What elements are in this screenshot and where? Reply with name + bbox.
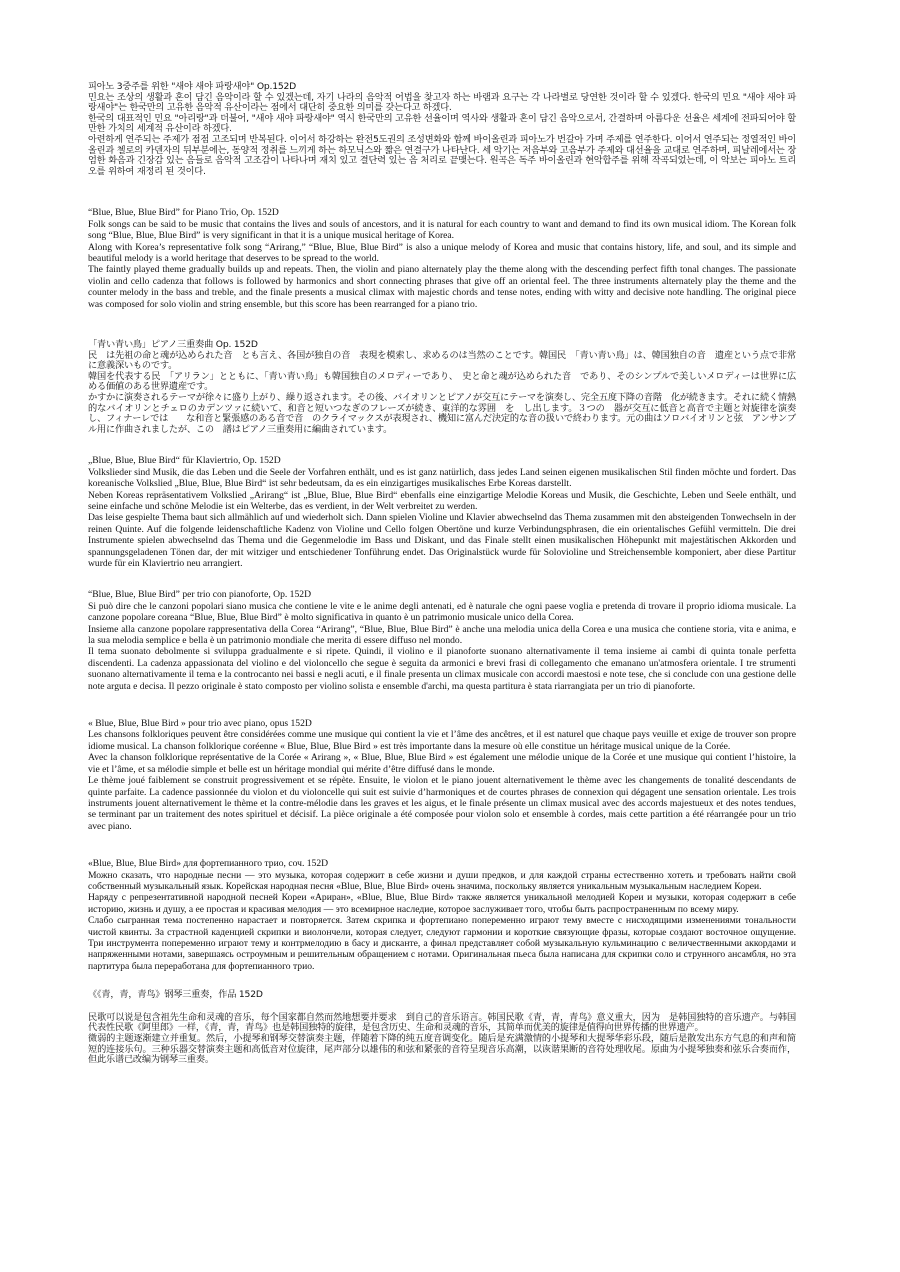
french-title: « Blue, Blue, Blue Bird » pour trio avec piano, opus 152D bbox=[88, 718, 312, 730]
german-paragraph-3: Das leise gespielte Thema baut sich allmählich auf und wiederholt sich. Dann spielen Violine und Klavier abwechselnd das Thema zusammen mit den absteigenden Tonwechseln in der reinen Quinte. Auf die folgende leidenschaftliche Kadenz von Violine und Cello folgen Obertöne und kurze Verbindungsphrasen, die ein orientalisches Gefühl vermitteln. Die drei Instrumente spielen abwechselnd das Thema und die Gegenmelodie im Bass und Diskant, und das Finale stellt einen musikalischen Höhepunkt mit majestätischen Akkorden und spannungsgeladenen Tönen dar, der mit witziger und entschiedener Tonführung endet. Das Originalstück wurde für Solovioline und Streichensemble komponiert, aber diese Partitur wurde für ein Klaviertrio neu arrangiert. bbox=[88, 512, 796, 569]
italian-title: “Blue, Blue, Blue Bird” per trio con pianoforte, Op. 152D bbox=[88, 589, 312, 601]
english-program-note bbox=[88, 207, 796, 310]
german-paragraph-2: Neben Koreas repräsentativem Volkslied „Arirang“ ist „Blue, Blue, Blue Bird“ ebenfalls eine einzigartige Melodie Koreas und Musik, die Geschichte, Leben und Seele enthält, und seine einfache und schöne Melodie ist ein Welterbe, das es verdient, in der Welt verbreitet zu werden. bbox=[88, 489, 796, 512]
korean-program-note bbox=[88, 82, 796, 177]
german-program-note bbox=[88, 455, 796, 569]
chinese-paragraph-1: 民歌可以说是包含祖先生命和灵魂的音乐，每个国家都自然而然地想要并要求 到自己的音乐语言。韩国民歌《青，青，青鸟》意义重大，因为 是韩国独特的音乐遗产。与韩国代表性民歌《阿里郎》一样，《青，青，青鸟》也是韩国独特的旋律，是包含历史、生命和灵魂的音乐，其简单而优美的旋律是值得向世界传播的世界遗产。 bbox=[88, 1011, 796, 1034]
japanese-title: 「青い青い鳥」ピアノ三重奏曲 Op. 152D bbox=[88, 339, 258, 350]
japanese-paragraph-3: かすかに演奏されるテーマが徐々に盛り上がり、繰り返されます。その後、バイオリンとピアノが交互にテーマを演奏し、完全五度下降の音階 化が続きます。それに続く情熱的なバイオリンとチェロのカデンツァに続いて、和音と短いつなぎのフレーズが続き、東洋的な雰囲 を し出します。３つの 器が交互に低音と高音で主題と対旋律を演奏し、フィナーレでは な和音と緊張感のある音で音 のクライマックスが表現され、機知に富んだ決定的な音の扱いで終わります。元の曲はソロバイオリンと弦 アンサンブル用に作曲されましたが、この 譜はピアノ三重奏用に編曲されています。 bbox=[88, 391, 796, 435]
french-paragraph-1: Les chansons folkloriques peuvent être considérées comme une musique qui contient la vie et l’âme des ancêtres, et il est naturel que chaque pays veuille et exige de trouver son propre idiome musical. La chanson folklorique coréenne « Blue, Blue, Blue Bird » est très importante dans la mesure où elle constitue un héritage musical unique de la Corée. bbox=[88, 729, 796, 752]
english-title: “Blue, Blue, Blue Bird” for Piano Trio, Op. 152D bbox=[88, 207, 279, 219]
chinese-program-note bbox=[88, 990, 796, 1066]
english-paragraph-3: The faintly played theme gradually builds up and repeats. Then, the violin and piano alternately play the theme along with the descending perfect fifth tonal changes. The passionate violin and cello cadenza that follows is followed by harmonics and short connecting phrases that give off an oriental feel. The three instruments alternately play the theme and the counter melody in the bass and treble, and the finale presents a musical climax with majestic chords and tense notes, ending with witty and decisive note handling. The original piece was composed for solo violin and string ensemble, but this score has been rearranged for a piano trio. bbox=[88, 264, 796, 310]
russian-program-note bbox=[88, 858, 796, 972]
italian-paragraph-2: Insieme alla canzone popolare rappresentativa della Corea “Arirang”, “Blue, Blue, Blue Bird” è anche una melodia unica della Corea e una musica che contiene storia, vita e anima, e la sua melodia semplice e bella è un patrimonio mondiale che merita di essere diffuso nel mondo. bbox=[88, 623, 796, 647]
korean-paragraph-2: 한국의 대표적인 민요 "아리랑"과 더불어, "새야 새야 파랑새야" 역시 한국만의 고유한 선율이며 역사와 생활과 혼이 담긴 음악으로서, 간결하며 아름다운 선율은 세계에 전파되어야 할 만한 가치의 세계적 유산이라 하겠다. bbox=[88, 112, 796, 135]
german-paragraph-1: Volkslieder sind Musik, die das Leben und die Seele der Vorfahren enthält, und es ist ganz natürlich, dass jedes Land seinen eigenen musikalischen Stil finden möchte und fordert. Das koreanische Volkslied „Blue, Blue, Blue Bird“ ist sehr bedeutsam, da es ein einzigartiges musikalisches Erbe Koreas darstellt. bbox=[88, 466, 796, 490]
french-paragraph-3: Le thème joué faiblement se construit progressivement et se répète. Ensuite, le violon et le piano jouent alternativement le thème avec les changements de tonalité descendants de quinte parfaite. La cadence passionnée du violon et du violoncelle qui suit est suivie d’harmoniques et de courtes phrases de connexion qui dégagent une sensation orientale. Les trois instruments jouent alternativement le thème et la contre-mélodie dans les graves et les aigus, et le finale présente un climax musical avec des accords majestueux et des notes tendues, se terminant par un traitement des notes spirituel et décisif. La pièce originale a été composée pour violon solo et ensemble à cordes, mais cette partition a été réarrangée pour un trio avec piano. bbox=[88, 775, 796, 832]
chinese-title: 《《青，青，青鸟》钢琴三重奏，作品 152D bbox=[88, 989, 263, 1001]
english-paragraph-2: Along with Korea’s representative folk song “Arirang,” “Blue, Blue, Blue Bird” is also a unique melody of Korea and music that contains history, life, and soul, and its simple and beautiful melody is a world heritage that deserves to be spread to the world. bbox=[88, 241, 796, 264]
french-paragraph-2: Avec la chanson folklorique représentative de la Corée « Arirang », « Blue, Blue, Blue Bird » est également une mélodie unique de la Corée et une musique qui contient l’histoire, la vie et l’âme, et sa mélodie simple et belle est un héritage mondial qui mérite d’être diffusé dans le monde. bbox=[88, 752, 796, 775]
japanese-paragraph-1: 民 は先祖の命と魂が込められた音 とも言え、各国が独自の音 表現を模索し、求めるのは当然のことです。韓国民 「青い青い鳥」は、韓国独自の音 遺産という点で非常に意義深いものです。 bbox=[88, 349, 796, 372]
japanese-program-note bbox=[88, 340, 796, 435]
korean-paragraph-1: 민요는 조상의 생활과 혼이 담긴 음악이라 할 수 있겠는데, 자기 나라의 음악적 어법을 찾고자 하는 바램과 요구는 각 나라별로 당연한 것이라 할 수 있겠다. 한국의 민요 "새야 새야 파랑새야"는 한국만의 고유한 음악적 유산이라는 점에서 대단히 중요한 의미를 갖는다고 하겠다. bbox=[88, 91, 796, 114]
italian-program-note bbox=[88, 589, 796, 692]
russian-paragraph-2: Наряду с репрезентативной народной песней Кореи «Ариран», «Blue, Blue, Blue Bird» также является уникальной мелодией Кореи и музыки, которая содержит в себе историю, жизнь и душу, а ее простая и красивая мелодия — это всемирное наследие, которое заслуживает того, чтобы быть распространенным по всему миру. bbox=[88, 892, 796, 915]
italian-paragraph-1: Si può dire che le canzoni popolari siano musica che contiene le vite e le anime degli antenati, ed è naturale che ogni paese voglia e pretenda di trovare il proprio idioma musicale. La canzone popolare coreana “Blue, Blue, Blue Bird” è molto significativa in quanto è un patrimonio musicale unico della Corea. bbox=[88, 600, 796, 624]
russian-title: «Blue, Blue, Blue Bird» для фортепианного трио, соч. 152D bbox=[88, 858, 329, 870]
russian-paragraph-3: Слабо сыгранная тема постепенно нарастает и повторяется. Затем скрипка и фортепиано попеременно играют тему вместе с нисходящими изменениями тональности чистой квинты. За страстной каденцией скрипки и виолончели, которая следует, следуют гармонии и короткие связующие фразы, которые создают восточное ощущение. Три инструмента попеременно играют тему и контрмелодию в басу и дисканте, а финал представляет собой музыкальную кульминацию с величественными аккордами и напряженными нотами, завершаясь остроумным и решительным обращением с нотами. Оригинальная пьеса была написана для скрипки соло и струнного ансамбля, но эта партитура была переработана для фортепианного трио. bbox=[88, 915, 796, 972]
russian-paragraph-1: Можно сказать, что народные песни — это музыка, которая содержит в себе жизни и души предков, и для каждой страны естественно хотеть и требовать найти свой собственный музыкальный язык. Корейская народная песня «Blue, Blue, Blue Bird» очень значима, поскольку является уникальным музыкальным наследием Кореи. bbox=[88, 869, 796, 892]
german-title: „Blue, Blue, Blue Bird“ für Klaviertrio, Op. 152D bbox=[88, 455, 281, 467]
korean-title: 피아노 3중주를 위한 "새야 새야 파랑새야" Op.152D bbox=[88, 81, 297, 92]
french-program-note bbox=[88, 718, 796, 832]
korean-paragraph-3: 아련하게 연주되는 주제가 점점 고조되며 반복된다. 이어서 하강하는 완전5도권의 조성변화와 함께 바이올린과 피아노가 번갈아 가며 주제를 연주한다. 이어서 연주되는 정열적인 바이올린과 첼로의 카덴자의 뒤부분에는, 동양적 정취를 느끼게 하는 하모닉스와 짧은 연결구가 나타난다. 세 악기는 저음부와 고음부가 주제와 대선율을 교대로 연주하며, 피날레에서는 장엄한 화음과 긴장감 있는 음들로 음악적 고조감이 나타나며 재치 있고 결단력 있는 음 처리로 끝맺는다. 원곡은 독주 바이올린과 현악합주를 위해 작곡되었는데, 이 악보는 피아노 트리오를 위하여 재정리 된 것이다. bbox=[88, 133, 796, 177]
english-paragraph-1: Folk songs can be said to be music that contains the lives and souls of ancestors, and it is natural for each country to want and demand to find its own musical idiom. The Korean folk song “Blue, Blue, Blue Bird” is very significant in that it is a unique musical heritage of Korea. bbox=[88, 218, 796, 242]
chinese-paragraph-2: 微弱的主题逐渐建立并重复。然后，小提琴和钢琴交替演奏主题，伴随着下降的纯五度音调变化。随后是充满激情的小提琴和大提琴华彩乐段，随后是散发出东方气息的和声和简短的连接乐句。三种乐器交替演奏主题和高低音对位旋律，尾声部分以雄伟的和弦和紧张的音符呈现音乐高潮，以诙谐果断的音符处理收尾。原曲为小提琴独奏和弦乐合奏而作，但此乐谱已改编为钢琴三重奏。 bbox=[88, 1032, 796, 1066]
japanese-paragraph-2: 韓国を代表する民 「アリラン」とともに、「青い青い鳥」も韓国独自のメロディーであり、 史と命と魂が込められた音 であり、そのシンプルで美しいメロディーは世界に広める価値のある世界遺産です。 bbox=[88, 370, 796, 393]
italian-paragraph-3: Il tema suonato debolmente si sviluppa gradualmente e si ripete. Quindi, il violino e il pianoforte suonano alternativamente il tema insieme ai cambi di quinta tonale perfetta discendenti. La cadenza appassionata del violino e del violoncello che segue è seguita da armonici e brevi frasi di collegamento che emanano un'atmosfera orientale. I tre strumenti suonano alternativamente il tema e la controcanto nei bassi e negli acuti, e il finale presenta un climax musicale con accordi maestosi e note tese, che si conclude con una gestione delle note arguta e decisa. Il pezzo originale è stato composto per violino solista e ensemble d'archi, ma questa partitura è stata riarrangiata per un trio di pianoforte. bbox=[88, 646, 796, 692]
